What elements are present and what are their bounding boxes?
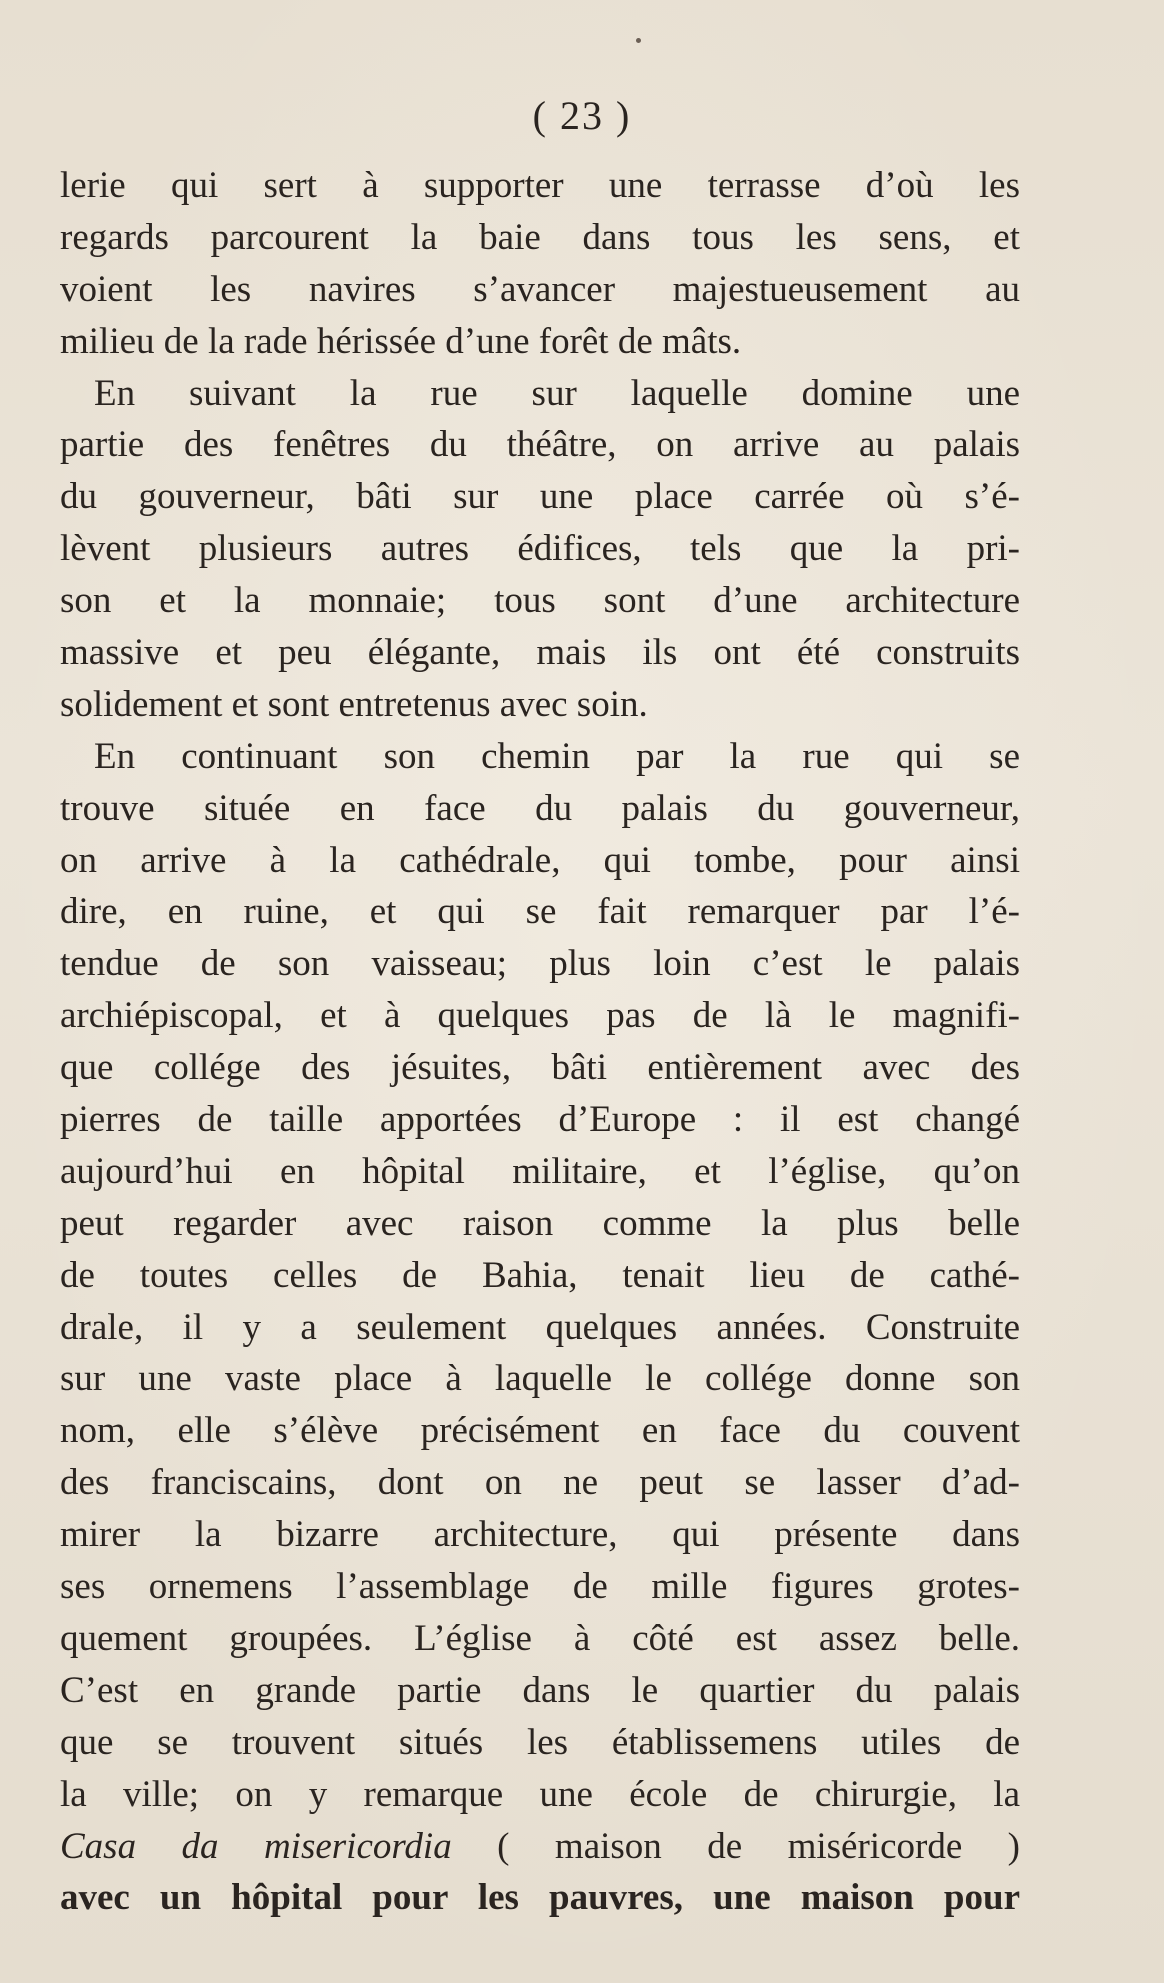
text-line: solidement et sont entretenus avec soin. — [60, 683, 648, 725]
text-line: archiépiscopal, et à quelques pas de là le magnifi- — [60, 995, 1020, 1037]
text-line: milieu de la rade hérissée d’une forêt de mâts. — [60, 320, 742, 362]
paragraph-first-line: En continuant son chemin par la rue qui se — [94, 735, 1020, 777]
page-number: ( 23 ) — [532, 93, 632, 138]
text-line: C’est en grande partie dans le quartier du palais — [60, 1669, 1020, 1711]
italic-phrase: Casa da misericordia — [60, 1825, 452, 1867]
body-text — [60, 160, 1020, 1924]
text-line: pierres de taille apportées d’Europe : il est changé — [60, 1099, 1020, 1141]
text-line: lerie qui sert à supporter une terrasse d’où les — [60, 165, 1020, 206]
text-line: que collége des jésuites, bâti entièrement avec des — [60, 1047, 1020, 1089]
text-line: des franciscains, dont on ne peut se lasser d’ad- — [60, 1462, 1020, 1504]
text-line-with-italic — [60, 1821, 1020, 1873]
text-line: du gouverneur, bâti sur une place carrée où s’é- — [60, 476, 1020, 518]
text-line: aujourd’hui en hôpital militaire, et l’église, qu’on — [60, 1150, 1020, 1192]
text-line: dire, en ruine, et qui se fait remarquer par l’é- — [60, 891, 1020, 933]
text-line: regards parcourent la baie dans tous les sens, et — [60, 216, 1020, 258]
paper-speck — [636, 38, 641, 43]
text-line: nom, elle s’élève précisément en face du couvent — [60, 1410, 1020, 1452]
text-line: que se trouvent situés les établissemens utiles de — [60, 1721, 1020, 1763]
text-line: partie des fenêtres du théâtre, on arrive au palais — [60, 424, 1020, 466]
text-line: sur une vaste place à laquelle le collége donne son — [60, 1358, 1020, 1400]
paragraph-first-line: En suivant la rue sur laquelle domine une — [94, 372, 1020, 414]
text-line: tendue de son vaisseau; plus loin c’est le palais — [60, 943, 1020, 985]
text-line: mirer la bizarre architecture, qui présente dans — [60, 1514, 1020, 1556]
text-line: de toutes celles de Bahia, tenait lieu de cathé- — [60, 1254, 1020, 1296]
text-line: drale, il y a seulement quelques années. Construite — [60, 1306, 1020, 1348]
text-line: on arrive à la cathédrale, qui tombe, pour ainsi — [60, 839, 1020, 881]
text-line: quement groupées. L’église à côté est assez belle. — [60, 1617, 1020, 1659]
text-line: lèvent plusieurs autres édifices, tels que la pri- — [60, 528, 1020, 570]
text-line: massive et peu élégante, mais ils ont été construits — [60, 632, 1020, 674]
text-line: ses ornemens l’assemblage de mille figures grotes- — [60, 1566, 1020, 1608]
text-line: trouve située en face du palais du gouverneur, — [60, 787, 1020, 829]
text-line: avec un hôpital pour les pauvres, une maison pour — [60, 1877, 1020, 1919]
text-line: voient les navires s’avancer majestueusement au — [60, 268, 1020, 310]
text-line: son et la monnaie; tous sont d’une architecture — [60, 580, 1020, 622]
text-line: peut regarder avec raison comme la plus belle — [60, 1202, 1020, 1244]
line-rest: ( maison de miséricorde ) — [451, 1825, 1020, 1867]
text-line: la ville; on y remarque une école de chirurgie, la — [60, 1773, 1020, 1815]
